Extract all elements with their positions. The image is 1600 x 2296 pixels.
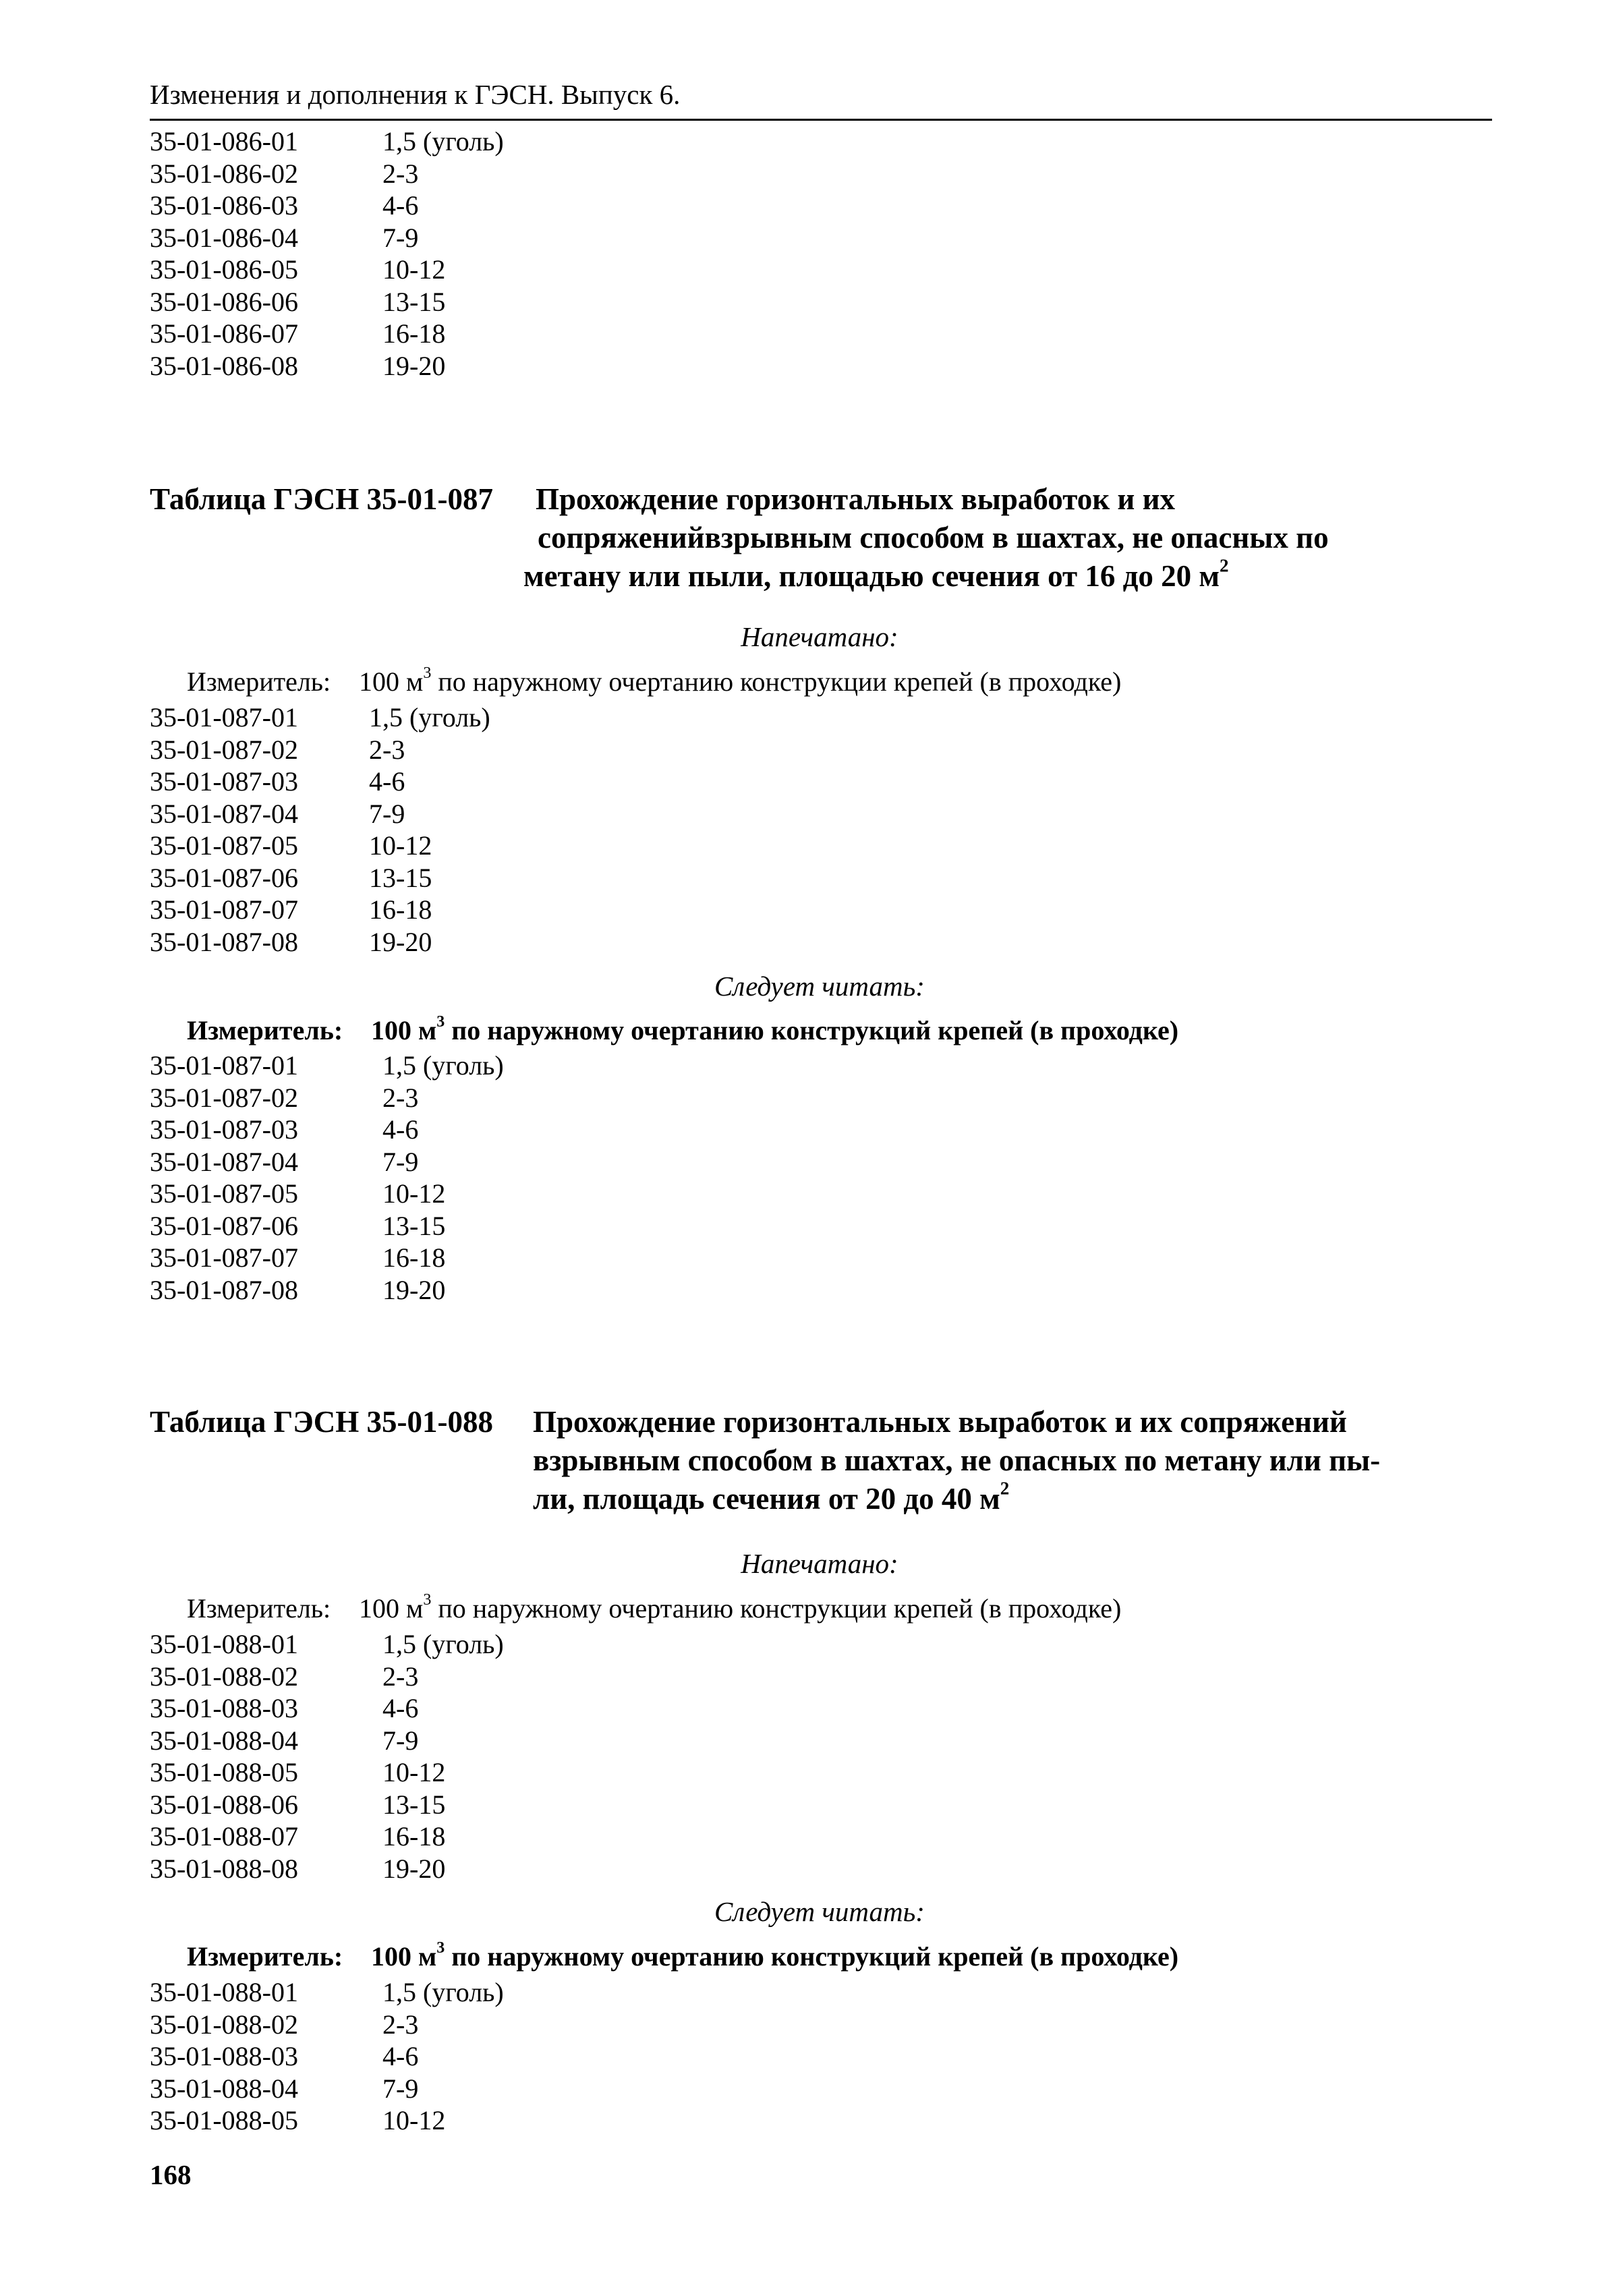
measure-sup: 3 [436, 1012, 445, 1031]
code-cell: 35-01-087-08 [150, 926, 298, 957]
value-cell: 16-18 [369, 894, 432, 925]
table-87-read-list [150, 1050, 1492, 1306]
value-cell: 7-9 [382, 2073, 419, 2104]
value-cell: 10-12 [382, 254, 446, 285]
value-cell: 2-3 [382, 158, 419, 189]
value-cell: 4-6 [369, 766, 405, 797]
code-row [150, 830, 1492, 862]
running-header: Изменения и дополнения к ГЭСН. Выпуск 6. [150, 79, 681, 110]
table-88-read-list [150, 1976, 1492, 2137]
table-88-title-lead: Таблица ГЭСН 35-01-088 [150, 1405, 493, 1439]
code-cell: 35-01-088-08 [150, 1853, 298, 1884]
code-row [150, 222, 1492, 254]
table-87-read-measure [150, 1014, 1492, 1047]
code-cell: 35-01-087-03 [150, 766, 298, 797]
table-88-printed-list [150, 1628, 1492, 1885]
measure-row [150, 665, 1492, 699]
code-cell: 35-01-088-03 [150, 1693, 298, 1723]
code-row [150, 286, 1492, 318]
table-87-title-line2: сопряженийвзрывным способом в шахтах, не опасных по [538, 521, 1329, 554]
value-cell: 1,5 (уголь) [382, 1629, 504, 1659]
code-cell: 35-01-087-01 [150, 1050, 298, 1081]
table-87-title-line3 [523, 557, 1229, 596]
code-row [150, 1756, 1492, 1789]
code-row [150, 1210, 1492, 1242]
code-cell: 35-01-087-07 [150, 1242, 298, 1273]
table-88-read-caption: Следует читать: [714, 1896, 925, 1927]
code-row [150, 190, 1492, 222]
value-cell: 1,5 (уголь) [382, 1977, 504, 2007]
code-cell: 35-01-088-05 [150, 2105, 298, 2135]
code-cell: 35-01-088-02 [150, 2009, 298, 2040]
code-row [150, 1274, 1492, 1307]
code-cell: 35-01-088-04 [150, 2073, 298, 2104]
code-row [150, 2073, 1492, 2105]
measure-desc: по наружному очертанию конструкции крепей (в проходке) [431, 666, 1122, 697]
code-row [150, 1661, 1492, 1693]
code-row [150, 701, 1492, 734]
measure-row [150, 1940, 1492, 1974]
code-cell: 35-01-086-08 [150, 350, 298, 381]
measure-sup: 3 [436, 1939, 445, 1957]
value-cell: 10-12 [382, 2105, 446, 2135]
measure-label: Измеритель: [187, 1593, 331, 1624]
value-cell: 1,5 (уголь) [382, 126, 504, 156]
measure-label: Измеритель: [187, 1941, 343, 1972]
code-cell: 35-01-087-04 [150, 798, 298, 829]
code-cell: 35-01-087-07 [150, 894, 298, 925]
code-cell: 35-01-086-01 [150, 126, 298, 156]
value-cell: 13-15 [382, 1210, 446, 1241]
table-87-title-sup: 2 [1220, 555, 1229, 576]
code-row [150, 798, 1492, 830]
measure-prefix: 100 м [359, 1593, 424, 1624]
measure-prefix: 100 м [371, 1015, 437, 1045]
table-88-printed-caption: Напечатано: [741, 1548, 898, 1579]
value-cell: 7-9 [382, 222, 419, 253]
code-cell: 35-01-088-03 [150, 2041, 298, 2071]
page-number: 168 [150, 2159, 192, 2190]
code-row [150, 766, 1492, 798]
code-row [150, 926, 1492, 958]
code-cell: 35-01-087-04 [150, 1146, 298, 1177]
table-87-printed-measure [150, 665, 1492, 699]
measure-row [150, 1592, 1492, 1626]
code-cell: 35-01-086-07 [150, 318, 298, 349]
code-row [150, 254, 1492, 286]
table-87-printed-list [150, 701, 1492, 958]
code-cell: 35-01-088-05 [150, 1757, 298, 1787]
measure-sup: 3 [423, 1590, 432, 1609]
value-cell: 16-18 [382, 318, 446, 349]
value-cell: 2-3 [382, 1082, 419, 1113]
value-cell: 2-3 [382, 1661, 419, 1692]
value-cell: 19-20 [382, 350, 446, 381]
header-rule [150, 119, 1492, 121]
value-cell: 1,5 (уголь) [382, 1050, 504, 1081]
table-88-read-measure [150, 1940, 1492, 1974]
code-cell: 35-01-088-07 [150, 1821, 298, 1852]
measure-row [150, 1014, 1492, 1047]
code-cell: 35-01-087-05 [150, 1178, 298, 1209]
code-cell: 35-01-088-01 [150, 1629, 298, 1659]
code-cell: 35-01-087-02 [150, 1082, 298, 1113]
value-cell: 4-6 [382, 1693, 419, 1723]
code-cell: 35-01-086-02 [150, 158, 298, 189]
code-row [150, 1789, 1492, 1821]
value-cell: 2-3 [369, 734, 405, 765]
code-cell: 35-01-088-01 [150, 1977, 298, 2007]
code-row [150, 1178, 1492, 1210]
table-88-title-line2: взрывным способом в шахтах, не опасных по метану или пы- [533, 1443, 1381, 1477]
code-cell: 35-01-088-06 [150, 1789, 298, 1820]
code-row [150, 318, 1492, 350]
table-87-read-caption: Следует читать: [714, 971, 925, 1002]
code-row [150, 1082, 1492, 1114]
value-cell: 1,5 (уголь) [369, 702, 490, 733]
code-row [150, 125, 1492, 158]
code-cell: 35-01-087-06 [150, 862, 298, 893]
table-87-title-line3-text: метану или пыли, площадью сечения от 16 до 20 м [523, 559, 1220, 593]
value-cell: 7-9 [382, 1146, 419, 1177]
value-cell: 7-9 [369, 798, 405, 829]
code-row [150, 2040, 1492, 2073]
value-cell: 19-20 [382, 1853, 446, 1884]
table-88-printed-measure [150, 1592, 1492, 1626]
value-cell: 13-15 [382, 1789, 446, 1820]
measure-text [371, 1014, 1178, 1047]
value-cell: 4-6 [382, 1114, 419, 1145]
code-row [150, 862, 1492, 894]
code-cell: 35-01-087-06 [150, 1210, 298, 1241]
measure-label: Измеритель: [187, 666, 331, 697]
code-row [150, 1725, 1492, 1757]
code-cell: 35-01-087-08 [150, 1274, 298, 1305]
code-cell: 35-01-087-03 [150, 1114, 298, 1145]
table-88-title-line1: Прохождение горизонтальных выработок и их сопряжений [533, 1405, 1347, 1439]
table-88-title-line3-text: ли, площадь сечения от 20 до 40 м [533, 1482, 1000, 1516]
code-cell: 35-01-086-04 [150, 222, 298, 253]
code-row [150, 1628, 1492, 1661]
measure-desc: по наружному очертанию конструкции крепей (в проходке) [431, 1593, 1122, 1624]
code-row [150, 1146, 1492, 1178]
code-row [150, 1692, 1492, 1725]
code-cell: 35-01-086-03 [150, 190, 298, 221]
code-cell: 35-01-087-01 [150, 702, 298, 733]
code-row [150, 1242, 1492, 1274]
code-row [150, 894, 1492, 926]
table-87-title-lead: Таблица ГЭСН 35-01-087 [150, 482, 493, 516]
value-cell: 10-12 [382, 1178, 446, 1209]
measure-prefix: 100 м [371, 1941, 437, 1972]
value-cell: 4-6 [382, 2041, 419, 2071]
value-cell: 13-15 [369, 862, 432, 893]
code-cell: 35-01-088-02 [150, 1661, 298, 1692]
code-row [150, 2009, 1492, 2041]
value-cell: 7-9 [382, 1725, 419, 1756]
value-cell: 19-20 [382, 1274, 446, 1305]
table-87-printed-caption: Напечатано: [741, 621, 898, 652]
code-cell: 35-01-087-05 [150, 830, 298, 861]
measure-text [371, 1940, 1178, 1974]
value-cell: 10-12 [369, 830, 432, 861]
value-cell: 10-12 [382, 1757, 446, 1787]
measure-prefix: 100 м [359, 666, 424, 697]
code-row [150, 350, 1492, 382]
value-cell: 2-3 [382, 2009, 419, 2040]
code-cell: 35-01-087-02 [150, 734, 298, 765]
value-cell: 16-18 [382, 1821, 446, 1852]
code-cell: 35-01-086-05 [150, 254, 298, 285]
measure-desc: по наружному очертанию конструкций крепей (в проходке) [445, 1015, 1179, 1045]
code-row [150, 1976, 1492, 2009]
value-cell: 16-18 [382, 1242, 446, 1273]
measure-text [359, 1592, 1121, 1626]
table-88-title-sup: 2 [1000, 1478, 1010, 1499]
value-cell: 19-20 [369, 926, 432, 957]
code-row [150, 1114, 1492, 1146]
measure-text [359, 665, 1121, 699]
code-row [150, 1853, 1492, 1885]
code-cell: 35-01-088-04 [150, 1725, 298, 1756]
code-row [150, 1820, 1492, 1853]
code-row [150, 2104, 1492, 2137]
measure-label: Измеритель: [187, 1015, 343, 1045]
measure-desc: по наружному очертанию конструкций крепей (в проходке) [445, 1941, 1179, 1972]
value-cell: 4-6 [382, 190, 419, 221]
code-row [150, 1050, 1492, 1082]
value-cell: 13-15 [382, 286, 446, 317]
code-cell: 35-01-086-06 [150, 286, 298, 317]
code-row [150, 158, 1492, 190]
table-88-title-line3 [533, 1480, 1009, 1518]
top-code-list [150, 125, 1492, 382]
code-row [150, 734, 1492, 766]
table-87-title-line1: Прохождение горизонтальных выработок и их [536, 482, 1176, 516]
measure-sup: 3 [423, 664, 432, 682]
